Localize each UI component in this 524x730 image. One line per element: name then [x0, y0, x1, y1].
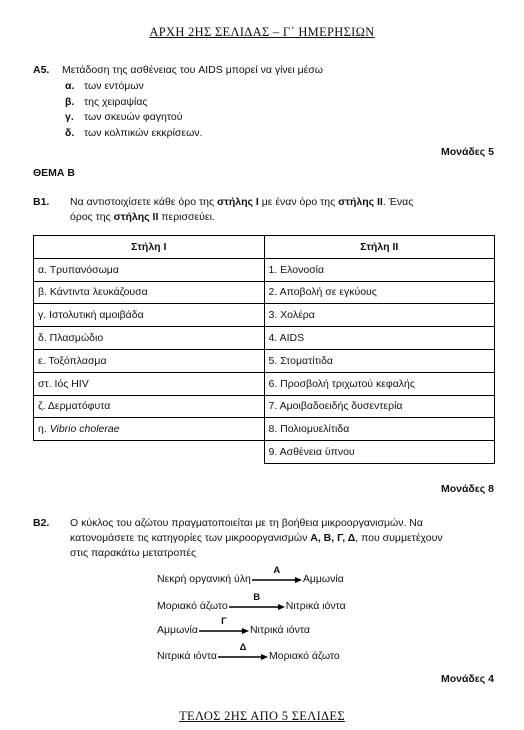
option-text: των σκευών φαγητού: [84, 111, 183, 123]
question-b2-line3: στις παρακάτω μετατροπές: [70, 547, 197, 559]
conversion-to: Αμμωνία: [302, 573, 344, 585]
col2-item: 5. Στοματίτιδα: [264, 349, 495, 372]
option-text: των κολπικών εκκρίσεων.: [84, 126, 203, 139]
marks-a5: Μονάδες 5: [440, 146, 494, 158]
question-b1-line1: Να αντιστοιχίσετε κάθε όρο της στήλης Ι με έναν όρο της στήλης ΙΙ. Ένας: [70, 196, 414, 208]
page-footer: ΤΕΛΟΣ 2ΗΣ ΑΠΟ 5 ΣΕΛΙΔΕΣ: [179, 709, 345, 723]
marks-b2: Μονάδες 4: [440, 673, 494, 685]
arrow-icon: [199, 616, 249, 636]
col2-item: 7. Αμοιβαδοειδής δυσεντερία: [264, 395, 495, 418]
col2-item: 6. Προσβολή τριχωτού κεφαλής: [264, 372, 495, 395]
col2-item: 9. Ασθένεια ύπνου: [264, 441, 495, 464]
col1-item: η. Vibrio cholerae: [34, 418, 265, 441]
conversion-from: Αμμωνία: [157, 624, 198, 636]
conversion-from: Νεκρή οργανική ύλη: [157, 573, 251, 585]
option-letter: γ.: [65, 111, 74, 123]
option-letter: δ.: [65, 126, 75, 139]
marks-b1: Μονάδες 8: [440, 483, 494, 495]
option-text: της χειραψίας: [84, 95, 148, 108]
matching-table: [33, 235, 495, 464]
column-header-1: Στήλη Ι: [34, 236, 265, 259]
col1-item: γ. Ιστολυτική αμοιβάδα: [34, 304, 265, 327]
conversion-to: Νιτρικά ιόντα: [249, 624, 310, 636]
arrow-label: Γ: [221, 616, 227, 627]
col2-item: 1. Ελονοσία: [264, 258, 495, 281]
conversion-a: [157, 565, 344, 585]
col2-item: 4. AIDS: [264, 327, 495, 350]
arrow-icon: [252, 565, 302, 585]
arrow-label: Δ: [239, 642, 247, 653]
page-header: ΑΡΧΗ 2ΗΣ ΣΕΛΙΔΑΣ – Γ΄ ΗΜΕΡΗΣΙΩΝ: [149, 25, 375, 39]
col1-item: ε. Τοξόπλασμα: [34, 349, 265, 372]
col1-item: στ. Ιός HIV: [34, 372, 265, 395]
option-letter: α.: [65, 80, 75, 92]
section-title: ΘΕΜΑ Β: [33, 167, 75, 179]
conversion-from: Νιτρικά ιόντα: [157, 650, 217, 662]
col1-item: β. Κάντιντα λευκάζουσα: [34, 281, 265, 304]
conversion-g: [157, 616, 310, 636]
question-b2-line2: κατονομάσετε τις κατηγορίες των μικροοργανισμών Α, Β, Γ, Δ, που συμμετέχουν: [70, 532, 443, 544]
arrow-icon: [218, 642, 268, 662]
question-b2-line1: Ο κύκλος του αζώτου πραγματοποιείται με τη βοήθεια μικροοργανισμών. Να: [70, 517, 423, 529]
col2-item: 3. Χολέρα: [264, 304, 495, 327]
col1-item: δ. Πλασμώδιο: [34, 327, 265, 350]
option-letter: β.: [65, 95, 75, 108]
conversion-d: [157, 642, 340, 662]
arrow-label: Α: [273, 565, 281, 576]
column-header-2: Στήλη ΙΙ: [264, 236, 495, 259]
conversion-from: Μοριακό άζωτο: [157, 600, 228, 612]
question-b1-line2: όρος της στήλης ΙΙ περισσεύει.: [70, 211, 215, 223]
empty-cell: [34, 441, 265, 464]
question-number-b2: Β2.: [33, 517, 50, 529]
conversion-to: Μοριακό άζωτο: [268, 650, 340, 662]
question-number-a5: Α5.: [33, 64, 50, 76]
col1-item: ζ. Δερματόφυτα: [34, 395, 265, 418]
arrow-label: Β: [253, 592, 261, 603]
question-number-b1: Β1.: [33, 196, 50, 208]
option-text: των εντόμων: [84, 80, 144, 92]
col2-item: 8. Πολιομυελίτιδα: [264, 418, 495, 441]
conversion-b: [157, 592, 346, 612]
question-a5-text: Μετάδοση της ασθένειας του AIDS μπορεί να γίνει μέσω: [62, 64, 323, 76]
col1-item: α. Τρυπανόσωμα: [34, 258, 265, 281]
col2-item: 2. Αποβολή σε εγκύους: [264, 281, 495, 304]
arrow-icon: [229, 592, 285, 612]
conversion-to: Νιτρικά ιόντα: [285, 600, 346, 612]
